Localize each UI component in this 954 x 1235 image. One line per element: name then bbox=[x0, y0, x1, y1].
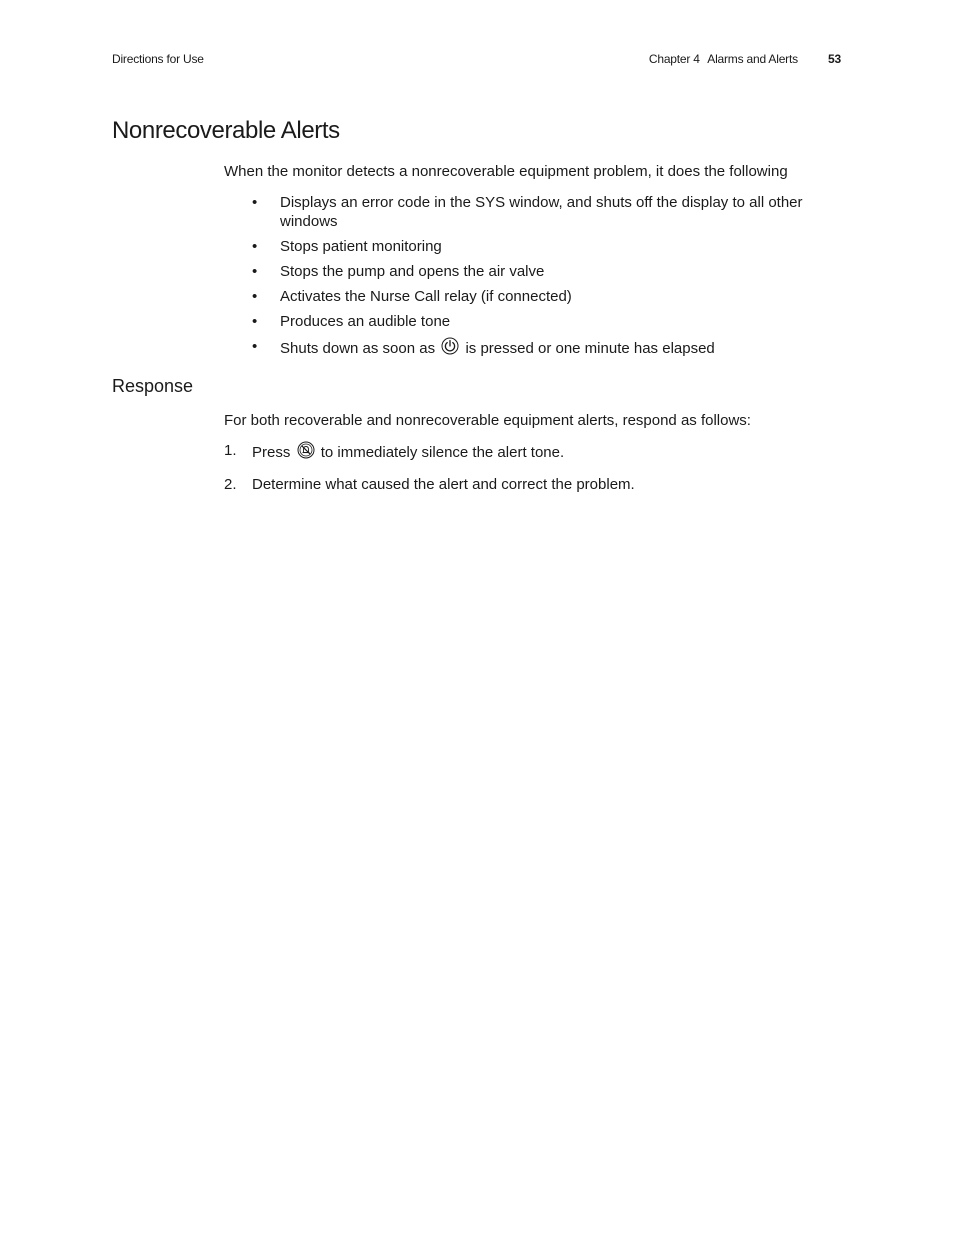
document-title: Directions for Use bbox=[112, 52, 204, 66]
chapter-label: Chapter 4 bbox=[648, 52, 700, 66]
list-item-text-after: is pressed or one minute has elapsed bbox=[465, 340, 715, 357]
section-title: Nonrecoverable Alerts bbox=[112, 117, 340, 144]
list-item bbox=[252, 337, 812, 358]
page-header bbox=[112, 52, 841, 70]
steps-list bbox=[224, 441, 824, 507]
list-item bbox=[252, 193, 812, 231]
alarm-silence-icon bbox=[297, 441, 315, 459]
list-item bbox=[252, 287, 812, 306]
bullet-dot: • bbox=[252, 238, 258, 255]
bullet-dot: • bbox=[252, 194, 258, 211]
bullet-list bbox=[252, 193, 812, 364]
step-text-before: Press bbox=[252, 444, 291, 461]
list-item-text: Displays an error code in the SYS window, and shuts off the display to all other windows bbox=[280, 194, 803, 230]
step-number: 2. bbox=[224, 476, 237, 493]
step-text: Determine what caused the alert and correct the problem. bbox=[252, 476, 635, 493]
bullet-dot: • bbox=[252, 338, 258, 355]
step-text-after: to immediately silence the alert tone. bbox=[320, 444, 565, 461]
list-item bbox=[252, 262, 812, 281]
step-item bbox=[224, 441, 824, 462]
list-item-text: Produces an audible tone bbox=[280, 313, 451, 330]
list-item-text: Stops the pump and opens the air valve bbox=[280, 263, 545, 280]
step-number: 1. bbox=[224, 442, 237, 459]
page-number: 53 bbox=[828, 52, 841, 66]
response-intro: For both recoverable and nonrecoverable equipment alerts, respond as follows: bbox=[224, 412, 751, 429]
list-item bbox=[252, 237, 812, 256]
list-item-text-before: Shuts down as soon as bbox=[280, 340, 436, 357]
chapter-info bbox=[649, 52, 841, 66]
step-item bbox=[224, 475, 824, 494]
chapter-title: Alarms and Alerts bbox=[707, 52, 798, 66]
section-intro: When the monitor detects a nonrecoverable equipment problem, it does the following bbox=[224, 163, 788, 180]
bullet-dot: • bbox=[252, 288, 258, 305]
list-item bbox=[252, 312, 812, 331]
bullet-dot: • bbox=[252, 263, 258, 280]
list-item-text: Stops patient monitoring bbox=[280, 238, 442, 255]
list-item-text: Activates the Nurse Call relay (if connected) bbox=[280, 288, 572, 305]
power-icon bbox=[441, 337, 459, 355]
response-title: Response bbox=[112, 376, 194, 396]
bullet-dot: • bbox=[252, 313, 258, 330]
